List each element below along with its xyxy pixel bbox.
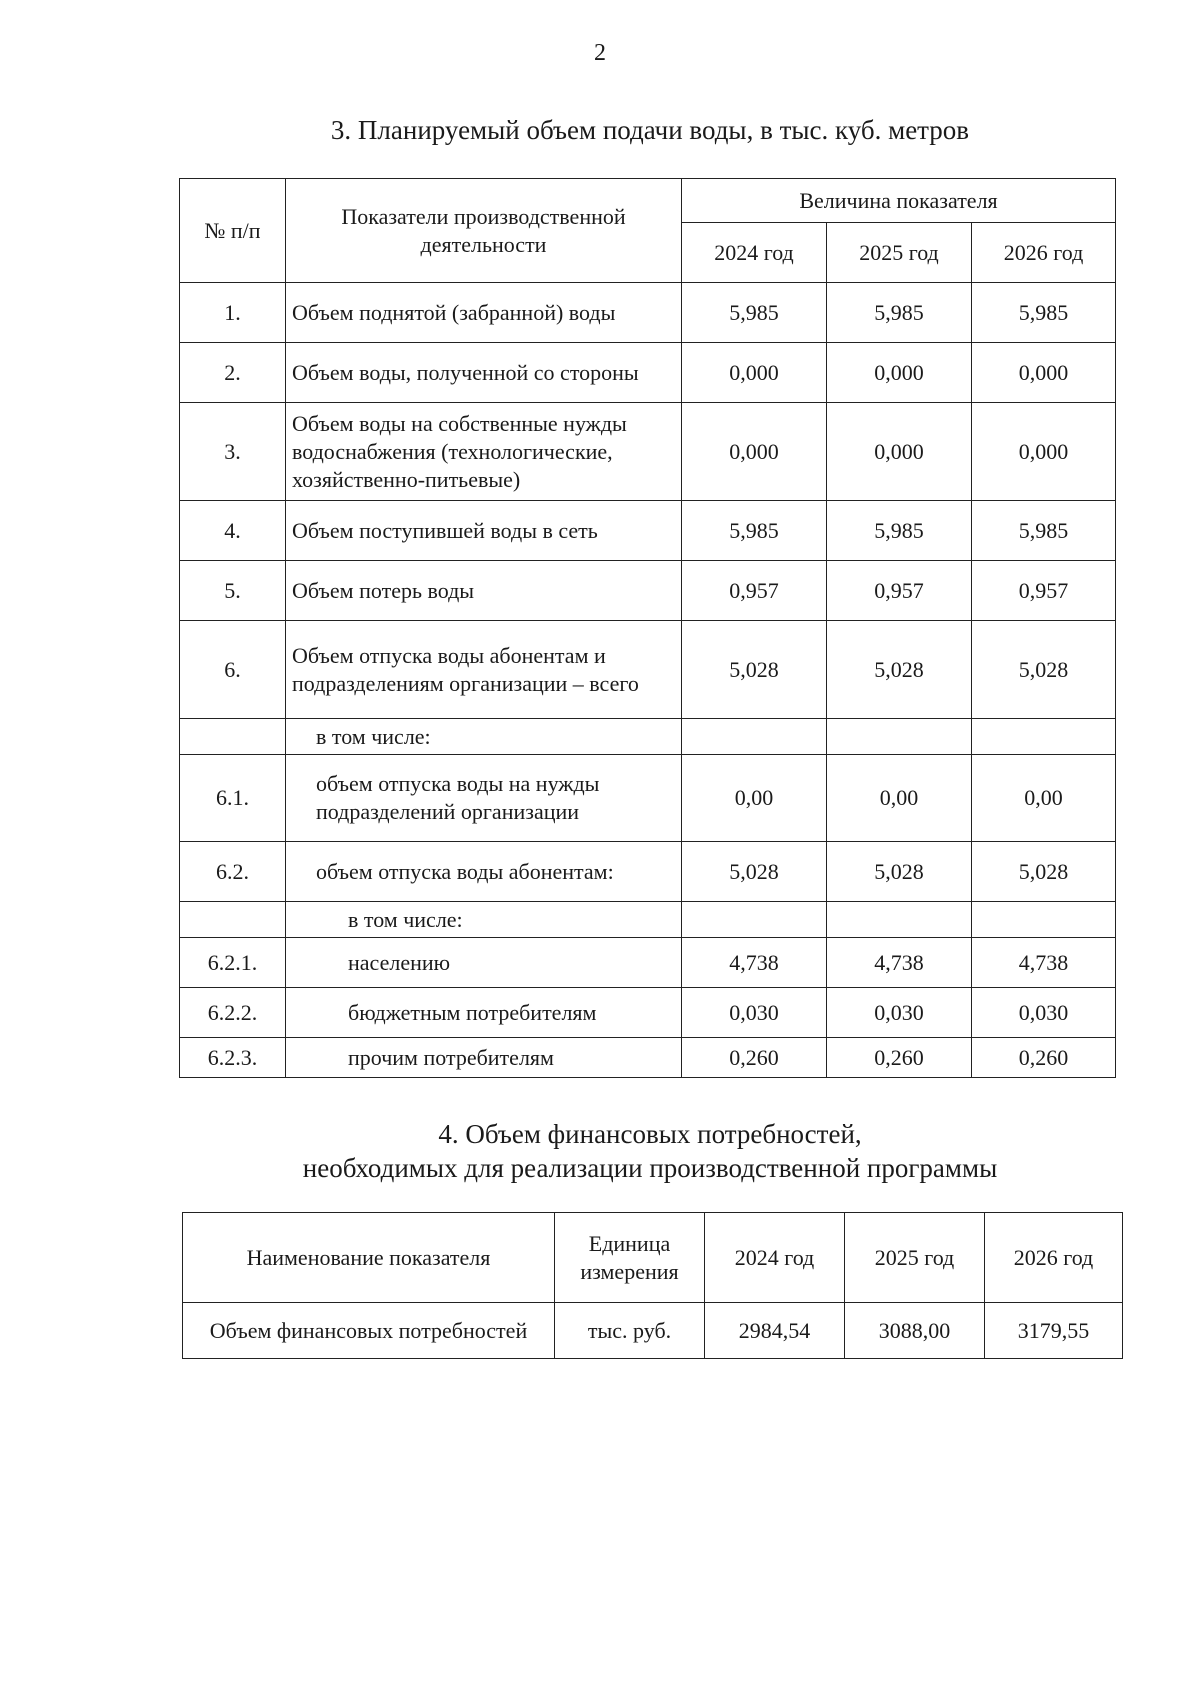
row-num: 6. [180, 621, 286, 719]
row-value-2024: 0,957 [682, 561, 827, 621]
row-value-2025: 0,00 [827, 755, 972, 842]
row-value-2025: 5,028 [827, 842, 972, 902]
table-row [180, 842, 1116, 902]
row-num: 6.2.1. [180, 938, 286, 988]
table-row [180, 283, 1116, 343]
row-value-2026: 0,000 [972, 343, 1116, 403]
row-value-2026: 5,985 [972, 283, 1116, 343]
row-value-2024 [682, 902, 827, 938]
row-num: 6.2.2. [180, 988, 286, 1038]
row-name: в том числе: [286, 902, 682, 938]
section-4-title-line-2: необходимых для реализации производственной программы [302, 1153, 998, 1183]
table-row [180, 403, 1116, 501]
row-value-2024: 5,985 [682, 501, 827, 561]
row-value-2024: 0,260 [682, 1038, 827, 1078]
row-name: Объем потерь воды [286, 561, 682, 621]
row-num: 4. [180, 501, 286, 561]
row-value-2025: 0,957 [827, 561, 972, 621]
row-name: объем отпуска воды абонентам: [286, 842, 682, 902]
table-row [183, 1303, 1123, 1359]
row-value-2024: 0,030 [682, 988, 827, 1038]
table-row [180, 501, 1116, 561]
row-value-2024: 5,028 [682, 621, 827, 719]
row-value-2026 [972, 902, 1116, 938]
row-value-2024: 5,028 [682, 842, 827, 902]
row-name: Объем отпуска воды абонентам и подразделениям организации – всего [286, 621, 682, 719]
header-unit: Единица измерения [555, 1213, 705, 1303]
row-num [180, 719, 286, 755]
row-value-2026 [972, 719, 1116, 755]
header-year-2024: 2024 год [682, 223, 827, 283]
header-value-group: Величина показателя [682, 179, 1116, 223]
header-num: № п/п [180, 179, 286, 283]
row-value-2024: 0,000 [682, 403, 827, 501]
section-3-title: 3. Планируемый объем подачи воды, в тыс. куб. метров [330, 115, 970, 145]
row-value-2026: 4,738 [972, 938, 1116, 988]
table-row [180, 755, 1116, 842]
section-4-title-line-1: 4. Объем финансовых потребностей, [438, 1119, 862, 1149]
header-indicator-name: Наименование показателя [183, 1213, 555, 1303]
row-name: Объем воды на собственные нужды водоснабжения (технологические, хозяйственно-питьевые) [286, 403, 682, 501]
section-4-title [0, 1117, 1200, 1185]
row-name: объем отпуска воды на нужды подразделений организации [286, 755, 682, 842]
row-name: Объем финансовых потребностей [183, 1303, 555, 1359]
table-row [180, 1038, 1116, 1078]
header-year-2025: 2025 год [845, 1213, 985, 1303]
row-value-2025: 4,738 [827, 938, 972, 988]
row-value-2026: 0,00 [972, 755, 1116, 842]
row-value-2026: 5,028 [972, 842, 1116, 902]
row-value-2025: 5,985 [827, 501, 972, 561]
row-name: Объем воды, полученной со стороны [286, 343, 682, 403]
table-row [180, 988, 1116, 1038]
table-row [180, 902, 1116, 938]
row-value-2024: 0,000 [682, 343, 827, 403]
table-row [180, 561, 1116, 621]
header-year-2026: 2026 год [985, 1213, 1123, 1303]
row-num: 2. [180, 343, 286, 403]
row-value-2025: 5,985 [827, 283, 972, 343]
row-value-2024: 2984,54 [705, 1303, 845, 1359]
row-name: населению [286, 938, 682, 988]
header-year-2024: 2024 год [705, 1213, 845, 1303]
row-unit: тыс. руб. [555, 1303, 705, 1359]
row-name: бюджетным потребителям [286, 988, 682, 1038]
row-num: 3. [180, 403, 286, 501]
row-value-2026: 0,260 [972, 1038, 1116, 1078]
table-row [180, 343, 1116, 403]
row-value-2026: 0,000 [972, 403, 1116, 501]
table-row [180, 719, 1116, 755]
row-value-2026: 5,985 [972, 501, 1116, 561]
row-value-2025 [827, 902, 972, 938]
row-value-2024: 4,738 [682, 938, 827, 988]
row-name: прочим потребителям [286, 1038, 682, 1078]
page-number: 2 [594, 40, 606, 66]
row-value-2026: 3179,55 [985, 1303, 1123, 1359]
row-value-2025: 3088,00 [845, 1303, 985, 1359]
table-row [180, 938, 1116, 988]
row-num [180, 902, 286, 938]
row-num: 1. [180, 283, 286, 343]
row-name: Объем поднятой (забранной) воды [286, 283, 682, 343]
row-value-2025: 0,000 [827, 343, 972, 403]
row-num: 6.2. [180, 842, 286, 902]
row-value-2025 [827, 719, 972, 755]
row-num: 6.1. [180, 755, 286, 842]
row-value-2026: 0,957 [972, 561, 1116, 621]
row-value-2024: 5,985 [682, 283, 827, 343]
row-name: в том числе: [286, 719, 682, 755]
row-value-2024 [682, 719, 827, 755]
header-year-2026: 2026 год [972, 223, 1116, 283]
row-value-2025: 0,000 [827, 403, 972, 501]
row-num: 6.2.3. [180, 1038, 286, 1078]
row-value-2026: 5,028 [972, 621, 1116, 719]
row-value-2024: 0,00 [682, 755, 827, 842]
table-row [180, 621, 1116, 719]
financial-needs-table [182, 1212, 1123, 1359]
row-value-2025: 0,260 [827, 1038, 972, 1078]
row-name: Объем поступившей воды в сеть [286, 501, 682, 561]
header-indicator: Показатели производственной деятельности [286, 179, 682, 283]
row-value-2025: 0,030 [827, 988, 972, 1038]
header-year-2025: 2025 год [827, 223, 972, 283]
water-supply-table [179, 178, 1116, 1078]
row-value-2026: 0,030 [972, 988, 1116, 1038]
row-num: 5. [180, 561, 286, 621]
row-value-2025: 5,028 [827, 621, 972, 719]
